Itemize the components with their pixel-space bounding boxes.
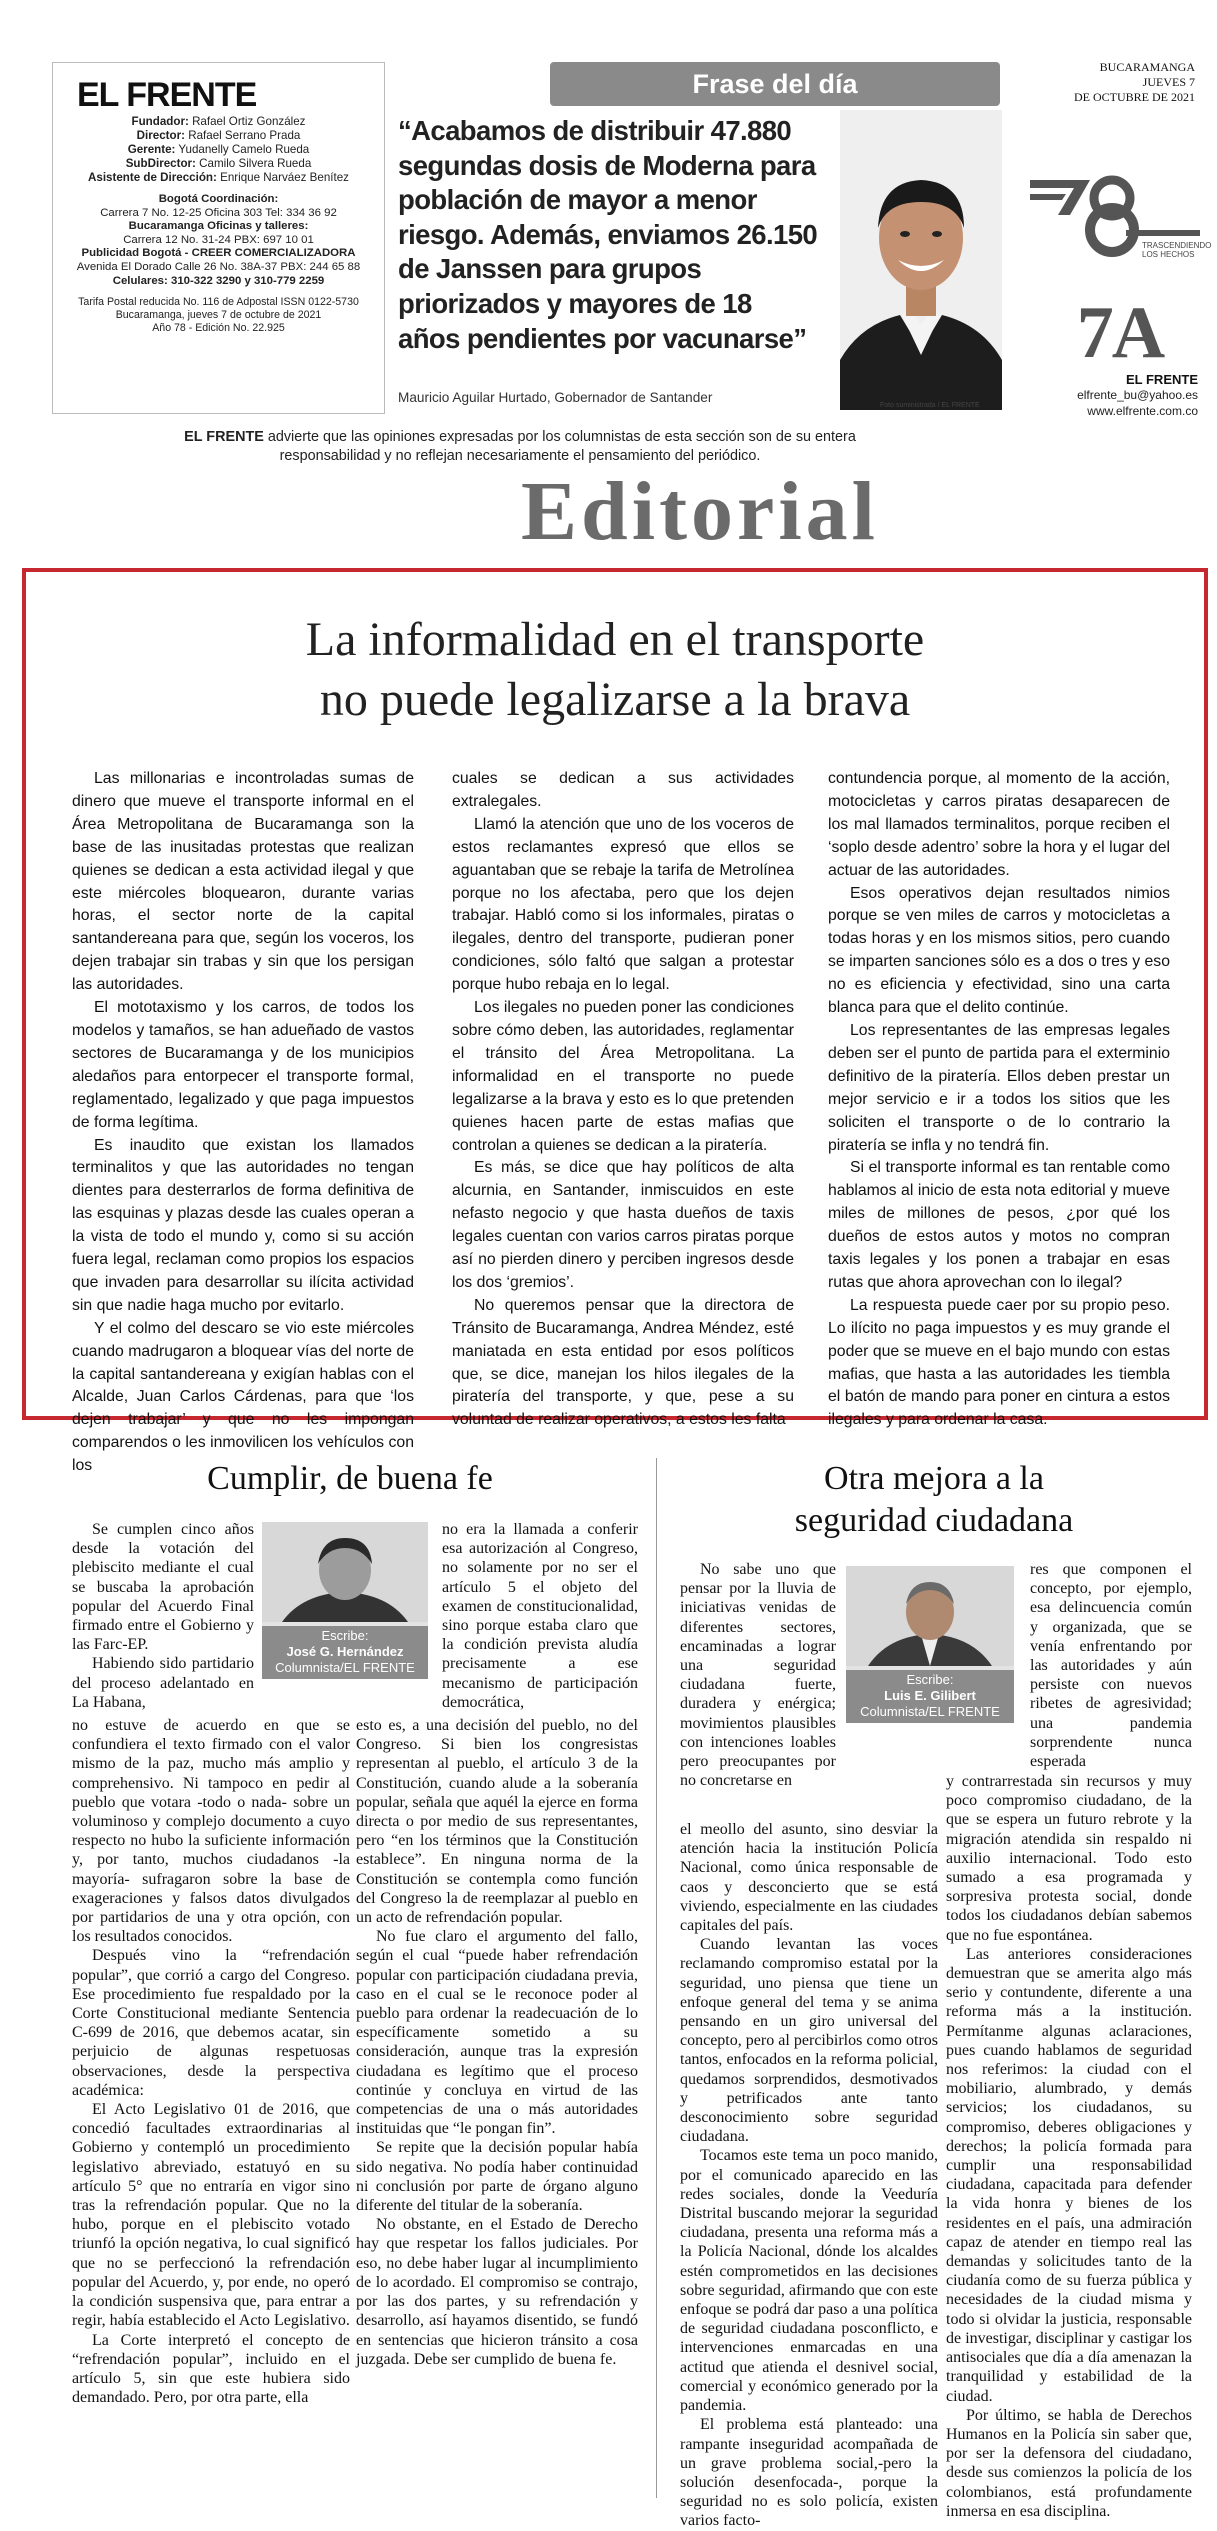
column-right-body-1 [680, 1820, 938, 2531]
paragraph: Después vino la “refrendación popular”, que corrió a cargo del Congreso. Ese procedimiento fue respaldado por la Corte Constitucional mediante Sentencia C-699 de 2016, que debemos acatar, sin perjuicio de algunas respetuosas observaciones, desde la perspectiva académica: [72, 1947, 350, 2099]
paragraph: Se cumplen cinco años desde la votación del plebiscito mediante el cual se buscaba la aprobación popular del Acuerdo Final firmado entre el Gobierno y las Farc-EP. [72, 1521, 254, 1654]
paragraph: El problema está planteado: una rampante inseguridad acompañada de un grave problema social,-pero la solución desenfocada-, porque la seguridad no es solo policía, existen varios facto- [680, 2416, 938, 2530]
masthead-edition [65, 296, 372, 335]
paragraph: No fue claro el argumento del fallo, según el cual “puede haber refrendación popular con participación ciudadana previa, caso en el cual se le reconoce poder al pueblo para ordenar la readecuación de lo específicamente sometido a su consideración, aunque tras la expresión ciudadana es legítimo que el proceso continúe y concluya en virtud de las competencias de una o más autoridades instituidas que “le pongan fin”. [356, 1928, 638, 2138]
publicidad-title: Publicidad Bogotá - CREER COMERCIALIZADORA [81, 247, 356, 260]
staff-line: Director: Rafael Serrano Prada [136, 129, 301, 142]
paragraph: no estuve de acuerdo en que se confundiera el texto firmado con el valor mismo de la paz, mucho más amplio y comprehensivo. Ni tampoco en pedir al pueblo que votara -todo o nada- sobre un voluminoso y complejo documento a cuyo respecto no hubo la suficiente información y, por tanto, muchos ciudadanos -la mayoría- sufragaron sobre la base de exageraciones y falsos datos divulgados por partidarios de una y otra opción, con los resultados conocidos. [72, 1717, 350, 1946]
paragraph: Cuando levantan las voces reclamando compromiso estatal por la seguridad, uno piensa que tiene un enfoque general del tema y se anima pensando en un giro universal del concepto, pero al percibirlos como otros tantos, enfocados en la reforma policial, quedamos sorprendidos, desmotivados y petrificados ante tanto desconocimiento sobre seguridad ciudadana. [680, 1936, 938, 2146]
paragraph: Llamó la atención que uno de los voceros de estos reclamantes expresó que ellos se aguantaban que se rebaje la tarifa de Metrolínea porque no los afectaba, pero que los dejen trabajar. Habló como si los informales, piratas o ilegales, dentro del transporte, pudieran poner condiciones, sólo faltó que salgan a protestar porque hubo rebaja en lo legal. [452, 815, 794, 994]
svg-text:LOS HECHOS: LOS HECHOS [1142, 250, 1195, 259]
paragraph: y contrarrestada sin recursos y muy poco compromiso ciudadano, de la que se espera un futuro rebrote y la migración atendida sin respaldo ni auxilio internacional. Todo esto sumado a esa programada y sorpresiva protesta social, donde todos los ciudadanos debían sabemos que no fue espontánea. [946, 1773, 1192, 1944]
tarifa: Tarifa Postal reducida No. 116 de Adpostal ISSN 0122-5730 [78, 296, 359, 309]
editorial-column-3 [828, 768, 1170, 1432]
quote-text: “Acabamos de distribuir 47.880 segundas dosis de Moderna para población de mayor a menor riesgo. Además, enviamos 26.150 de Janssen para grupos priorizados y mayores de 18 años pendientes por vacunarse” [398, 115, 818, 354]
author-box-hernandez [262, 1522, 428, 1675]
paragraph: Habiendo sido partidario del proceso adelantado en La Habana, [72, 1655, 254, 1711]
paragraph: Los representantes de las empresas legales deben ser el punto de partida para el exterminio definitivo de la piratería. Ellos deben prestar un mejor servicio e ir a todos los sitios que les soliciten el transporte o de lo contrario la piratería se infla y no tendrá fin. [828, 1021, 1170, 1154]
publicidad-address: Avenida El Dorado Calle 26 No. 38A-37 PBX: 244 65 88 [76, 260, 361, 273]
anniversary-78-logo [1030, 170, 1212, 259]
quote-author: Mauricio Aguilar Hurtado, Gobernador de Santander [398, 390, 713, 405]
section-title-editorial: Editorial [520, 465, 879, 558]
editorial-column-2 [452, 768, 794, 1432]
celulares: Celulares: 310-322 3290 y 310-779 2259 [112, 274, 325, 287]
editorial-column-1 [72, 768, 414, 1478]
paragraph: Es más, se dice que hay políticos de alta alcurnia, en Santander, inmiscuidos en este nefasto negocio y que hasta dueños de taxis legales cuentan con varios carros piratas porque así no pierden dinero y perciben ingresos desde los dos ‘gremios’. [452, 1159, 794, 1291]
masthead-brand: EL FRENTE [77, 76, 257, 114]
bucaramanga-title: Bucaramanga Oficinas y talleres: [128, 220, 309, 233]
paragraph: res que componen el concepto, por ejemplo, esa delincuencia común y organizada, que se venía enfrentando por las autoridades y aún persiste con nuevos ribetes de agresividad; una pandemia sorprendente nunca esperada [1030, 1561, 1192, 1771]
paragraph: Las anteriores consideraciones demuestran que se amerita algo más serio y contundente, diferente a una reforma más a la institución. Permítanme algunas aclaraciones, pues cuando hablamos de seguridad nos referimos: la ciudad con el mobiliario, alumbrado, y demás servicios; los ciudadanos, su compromiso, deberes obligaciones y derechos; la policía formada para cumplir una responsabilidad ciudadana, capacitada para defender la vida honra y bienes de los residentes en el país, una admiración capaz de atender en tiempo real las demandas y solicitudes tanto de la ciudanía como de su fuerza pública y necesidades de la ciudad misma y todo si olvidar la justicia, responsable de investigar, disciplinar y castigar los antisociales que día a día amenazan la tranquilidad y estabilidad de la ciudad. [946, 1945, 1192, 2405]
column-left-title: Cumplir, de buena fe [207, 1460, 493, 1497]
paragraph: Tocamos este tema un poco manido, por el comunicado aparecido en las redes sociales, donde la Veeduría Distrital buscando mejorar la seguridad ciudadana, presenta una reforma más a la Policía Nacional, dónde los alcaldes estén comprometidos en las decisiones sobre seguridad, afirmando que con este enfoque se podrá dar paso a una política de seguridad ciudadana posconflicto, e intervenciones enmarcadas en una actitud que atienda el desnivel social, comercial y económico generado por la pandemia. [680, 2147, 938, 2415]
paragraph: Las millonarias e incontroladas sumas de dinero que mueve el transporte informal en el Área Metropolitana de Bucaramanga son la base de las inusitadas protestas que realizan quienes se dedican a esta actividad ilegal y que este miércoles bloquearon, durante varias horas, el sector norte de la capital santandereana para que, según los voceros, los dejen trabajar sin trabas y sin que los persigan las autoridades. [72, 770, 414, 994]
date: DE OCTUBRE DE 2021 [1074, 90, 1195, 104]
paragraph: El mototaxismo y los carros, de todos los modelos y tamaños, se han adueñado de vastos sectores de Bucaramanga y de los municipios aledaños para entorpecer el transporte formal, reglamentado, legalizado y que paga impuestos de forma legítima. [72, 999, 414, 1131]
paragraph: Se repite que la decisión popular había sido negativa. No podía haber continuidad ni conclusión por parte de órgano alguno diferente del titular de la soberanía. [356, 2139, 638, 2215]
masthead-offices [65, 193, 372, 288]
paragraph: Si el transporte informal es tan rentable como hablamos al inicio de esta nota editorial y mueve miles de millones de pesos, ¿por qué los dueños de estos autos y motos no compran taxis legales y los ponen a trabajar en esas rutas que ahora aprovechan con lo ilegal? [828, 1159, 1170, 1291]
edition-number: Año 78 - Edición No. 22.925 [152, 322, 285, 335]
staff-line: Fundador: Rafael Ortiz González [131, 115, 306, 128]
paragraph: contundencia porque, al momento de la acción, motocicletas y carros piratas desaparecen de los mal llamados terminalitos, porque reciben el ‘soplo desde adentro’ sobre la hora y el lugar del actuar de las autoridades. [828, 770, 1170, 879]
author-caption: Escribe: José G. Hernández Columnista/EL FRENTE [262, 1626, 428, 1679]
author-photo-hernandez [262, 1522, 428, 1622]
paragraph: Por último, se habla de Derechos Humanos en la Policía sin saber que, por ser la defensora del ciudadano, desde sus comienzos la policía de los colombianos, está profundamente inmersa en esa disciplina. [946, 2406, 1192, 2520]
author-box-gilibert [846, 1566, 1014, 1719]
paragraph: Es inaudito que existan los llamados terminalitos y que las autoridades no tengan dientes para desterrarlos de forma definitiva de las esquinas y plazas desde las cuales operan a la vista de todo el mundo y, como si su acción fuera legal, reclaman como propios los espacios que invaden para desarrollar su ilícita actividad sin que nadie haga mucho por evitarlo. [72, 1136, 414, 1314]
staff-line: Asistente de Dirección: Enrique Narváez Benítez [88, 171, 349, 184]
bogota-title: Bogotá Coordinación: [158, 193, 279, 205]
column-left-body-2-top [442, 1520, 638, 1712]
editorial-headline: La informalidad en el transporte no puede legalizarse a la brava [305, 613, 925, 726]
contact-email[interactable]: elfrente_bu@yahoo.es [1077, 388, 1198, 402]
frase-del-dia-title: Frase del día [550, 62, 1000, 106]
paragraph: Y el colmo del descaro se vio este miércoles cuando madrugaron a bloquear vías del norte de la capital santandereana y exigían hablas con el Alcalde, Juan Carlos Cárdenas, para que ‘los dejen trabajar’ y que no les impongan comparendos o les inmovilicen los vehículos con los [72, 1319, 414, 1475]
column-right-title: Otra mejora a la seguridad ciudadana [794, 1460, 1074, 1539]
bucaramanga-address: Carrera 12 No. 31-24 PBX: 697 10 01 [123, 233, 314, 246]
paragraph: cuales se dedican a sus actividades extralegales. [452, 770, 794, 810]
column-right-intro [680, 1560, 836, 1790]
paragraph: esto es, a una decisión del pueblo, no del Congreso. Si bien los congresistas representan al pueblo, el artículo 3 de la Constitución, cuando alude a la soberanía popular, señala que aquél la ejerce en forma directa o por medio de sus representantes, pero “en los términos que la Constitución establece”. En ninguna norma de la Constitución se contempla como función del Congreso la de reemplazar al pueblo en un acto de refrendación popular. [356, 1717, 638, 1927]
masthead-staff [65, 115, 372, 185]
paragraph: No sabe uno que pensar por la lluvia de iniciativas venidas de diferentes sectores, encaminadas a lograr una seguridad ciudadana fuerte, duradera y enérgica; movimientos plausibles con intenciones loables pero preocupantes por no concretarse en [680, 1561, 836, 1790]
columnist-disclaimer: EL FRENTE advierte que las opiniones expresadas por los columnistas de esta sección son de su entera responsabilidad y no reflejan necesariamente el pensamiento del periódico. [184, 429, 856, 464]
paragraph: No obstante, en el Estado de Derecho hay que respetar los fallos judiciales. Por eso, no debe haber lugar al incumplimiento de lo acordado. El compromiso se contrajo, por las dos partes, y su refrendación y desarrollo, así hayamos disentido, se fundó en sentencias que hicieron tránsito a cosa juzgada. Debe ser cumplido de buena fe. [356, 2216, 638, 2368]
column-right-body-2-top [1030, 1560, 1192, 1771]
masthead-box [52, 62, 385, 414]
website-link[interactable]: www.elfrente.com.co [1087, 404, 1198, 418]
paragraph: No queremos pensar que la directora de Tránsito de Bucaramanga, Andrea Méndez, esté maniatada en esta entidad por esos políticos que, se dice, manejan los hilos ilegales de la piratería del transporte, y que, pese a su voluntad de realizar operativos, a estos les falta [452, 1296, 794, 1429]
column-divider [656, 1458, 657, 2498]
day: JUEVES 7 [1142, 75, 1195, 89]
paragraph: Los ilegales no pueden poner las condiciones sobre cómo deben, las autoridades, reglamentar el tránsito del Área Metropolitana. La informalidad en el transporte no puede legalizarse a la brava y esto es lo que pretenden quienes hacen parte de estas mafias que controlan a quienes se dedican a la piratería. [452, 999, 794, 1154]
paragraph: El Acto Legislativo 01 de 2016, que concedió facultades extraordinarias al Gobierno y contempló un procedimiento legislativo abreviado, estatuyó en su artículo 5° que no entraría en vigor sino tras la refrendación popular. Que no la hubo, porque en el plebiscito votado triunfó la opción negativa, lo cual significó que no se perfeccionó la refrendación popular del Acuerdo, y, por ende, no operó la condición suspensiva que, para entrar a regir, había establecido el Acto Legislativo. [72, 2101, 350, 2330]
brand-small: EL FRENTE [1126, 372, 1198, 387]
bogota-address: Carrera 7 No. 12-25 Oficina 303 Tel: 334 36 92 [100, 206, 337, 219]
column-left-body-1 [72, 1716, 350, 2407]
date-block [1030, 60, 1195, 105]
paragraph: el meollo del asunto, sino desviar la atención hacia la institución Policía Nacional, como única responsable de caos y desconcierto que se está viviendo, especialmente en las ciudades capitales del país. [680, 1821, 938, 1935]
edition-date: Bucaramanga, jueves 7 de octubre de 2021 [115, 309, 322, 322]
staff-line: SubDirector: Camilo Silvera Rueda [125, 157, 312, 170]
author-caption: Escribe: Luis E. Gilibert Columnista/EL FRENTE [846, 1670, 1014, 1723]
svg-text:TRASCENDIENDO: TRASCENDIENDO [1142, 241, 1212, 250]
paragraph: no era la llamada a conferir esa autorización al Congreso, no solamente por no ser el artículo 5 el objeto del examen de constitucionalidad, sino porque estaba claro que la condición prevista aludía precisamente a ese mecanismo de participación democrática, [442, 1521, 638, 1711]
paragraph: La respuesta puede caer por su propio peso. Lo ilícito no paga impuestos y es muy grande el poder que se mueve en el bajo mundo con estas mafias, que hasta a las autoridades les tiembla el batón de mando para poner en cintura a estos ilegales y para ordenar la casa. [828, 1296, 1170, 1429]
paragraph: Esos operativos dejan resultados nimios porque se ven miles de carros y motocicletas a todas horas y en los mismos sitios, pero cuando se imparten sanciones sólo es a dos o tres y eso no es eficiencia y efectividad, sino una carta blanca para que el delito continúe. [828, 884, 1170, 1017]
section-page-number: 7A [1076, 292, 1164, 374]
column-left-intro [72, 1520, 254, 1712]
paragraph: La Corte interpretó el concepto de “refrendación popular”, incluido en el artículo 5, sin que este hubiera sido demandado. Pero, por otra parte, ella [72, 2331, 350, 2407]
staff-line: Gerente: Yudanelly Camelo Rueda [127, 143, 310, 156]
column-left-body-2 [356, 1716, 638, 2369]
governor-photo [840, 110, 1002, 410]
column-right-body-2 [946, 1772, 1192, 2521]
author-photo-gilibert [846, 1566, 1014, 1666]
photo-credit: Foto suministrada / EL FRENTE [880, 402, 980, 409]
city: BUCARAMANGA [1099, 60, 1195, 74]
